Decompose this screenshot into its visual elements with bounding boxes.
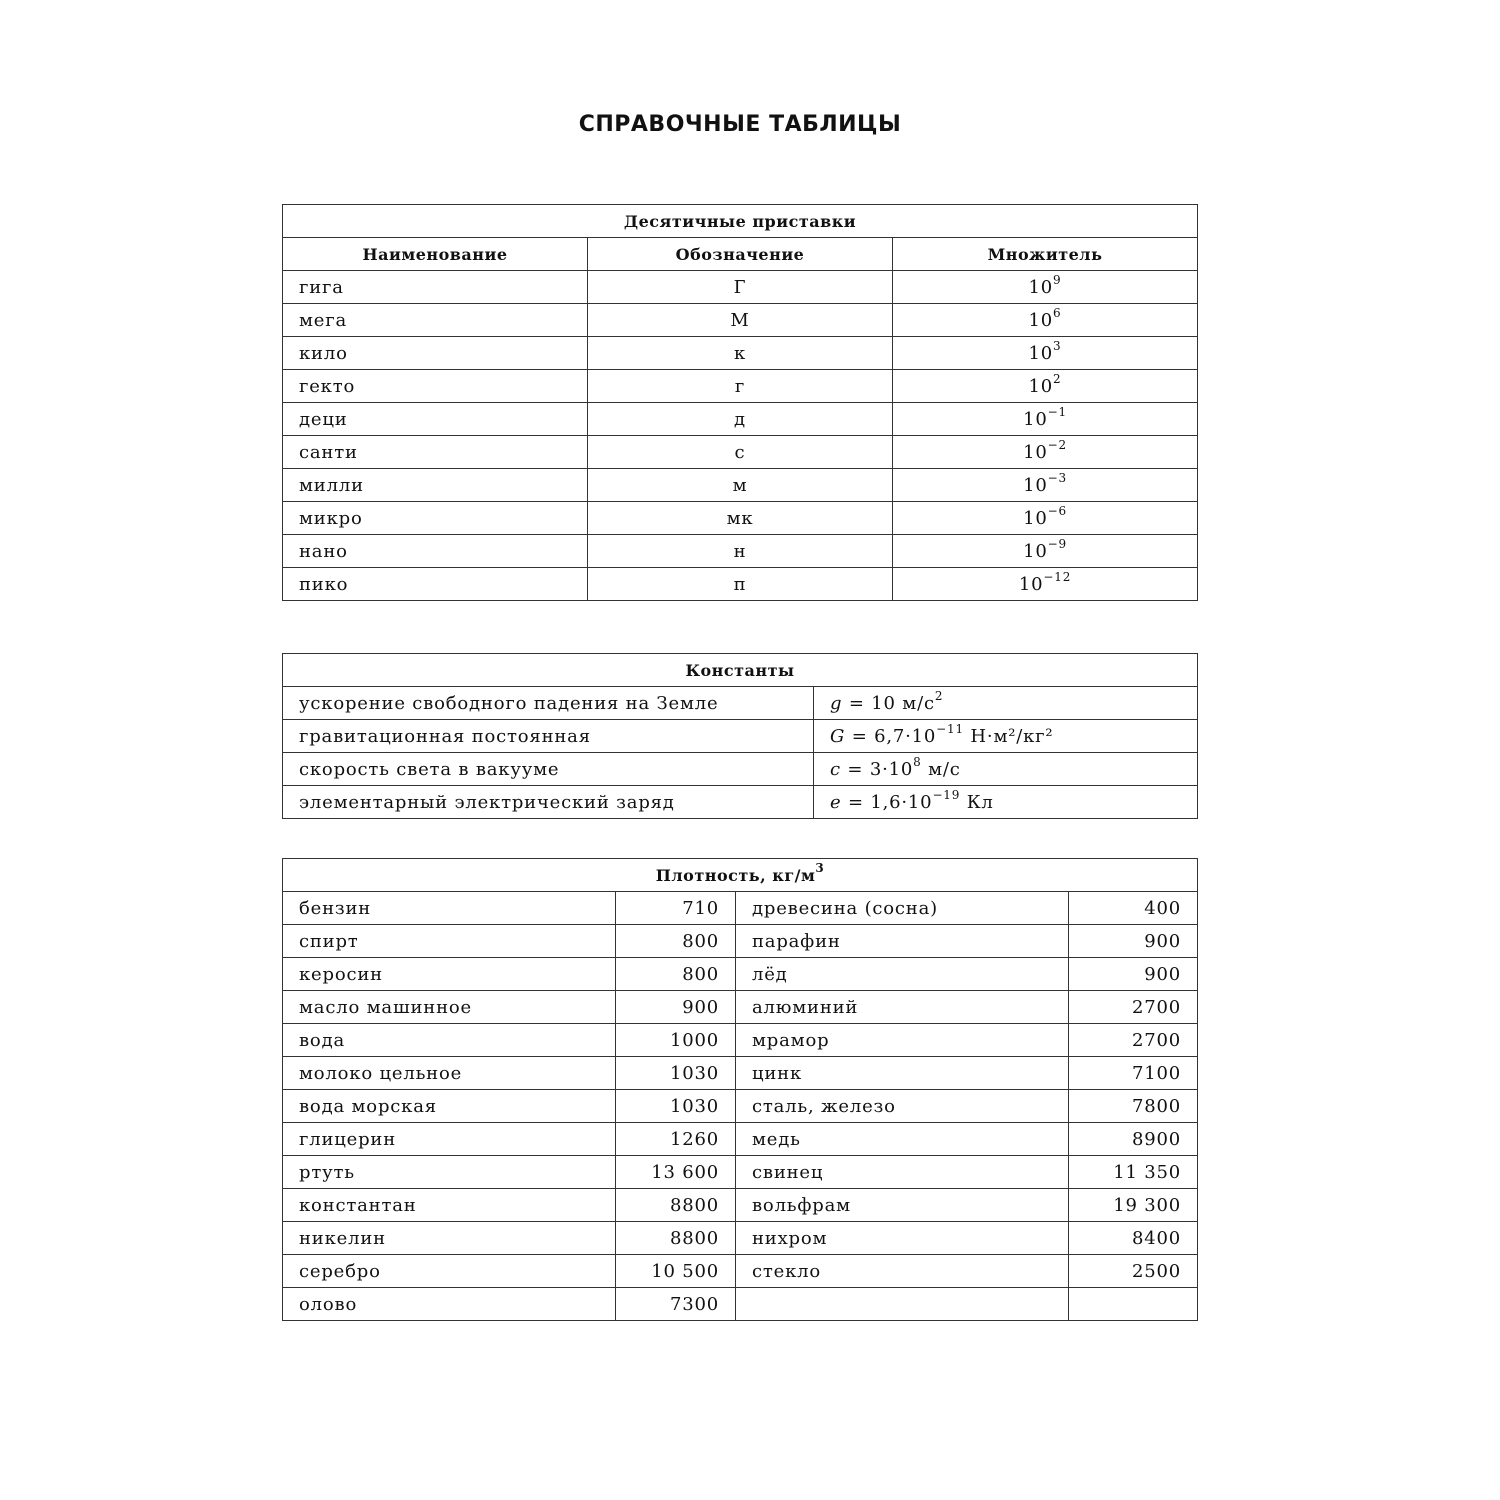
density-value: 2700: [1069, 1024, 1198, 1057]
table-row: [283, 687, 1198, 720]
substance-name: керосин: [283, 958, 616, 991]
table-row: [283, 1288, 1198, 1321]
density-value: [1069, 1288, 1198, 1321]
substance-name: стекло: [736, 1255, 1069, 1288]
multiplier-exponent: −9: [1047, 536, 1067, 551]
column-header: Наименование: [283, 238, 588, 271]
density-value: 7300: [616, 1288, 736, 1321]
density-value: 900: [616, 991, 736, 1024]
substance-name: вода морская: [283, 1090, 616, 1123]
prefix-multiplier: [893, 271, 1198, 304]
prefix-name: кило: [283, 337, 588, 370]
substance-name: масло машинное: [283, 991, 616, 1024]
density-value: 11 350: [1069, 1156, 1198, 1189]
substance-name: ртуть: [283, 1156, 616, 1189]
prefix-multiplier: [893, 436, 1198, 469]
decimal-prefixes-table: [282, 204, 1198, 601]
prefix-multiplier: [893, 568, 1198, 601]
substance-name: вода: [283, 1024, 616, 1057]
table-row: [283, 786, 1198, 819]
density-value: 800: [616, 925, 736, 958]
multiplier-base: 10: [1018, 573, 1044, 595]
table-row: [283, 1090, 1198, 1123]
multiplier-base: 10: [1023, 507, 1048, 529]
table-row: [283, 304, 1198, 337]
table-row: [283, 1255, 1198, 1288]
constant-symbol: c: [830, 758, 841, 780]
density-value: 1260: [616, 1123, 736, 1156]
substance-name: нихром: [736, 1222, 1069, 1255]
table-row: [283, 753, 1198, 786]
table-row: [283, 958, 1198, 991]
substance-name: константан: [283, 1189, 616, 1222]
table-row: [283, 370, 1198, 403]
multiplier-exponent: −2: [1047, 437, 1067, 452]
prefix-symbol: Г: [588, 271, 893, 304]
prefix-multiplier: [893, 304, 1198, 337]
multiplier-exponent: −6: [1047, 503, 1067, 518]
constant-name: гравитационная постоянная: [283, 720, 814, 753]
multiplier-base: 10: [1023, 441, 1048, 463]
prefix-name: санти: [283, 436, 588, 469]
density-value: 400: [1069, 892, 1198, 925]
constant-expression: = 1,6·10: [841, 791, 933, 813]
multiplier-base: 10: [1023, 408, 1048, 430]
table-title: Плотность, $кг/м^3$: [283, 859, 1198, 892]
table-row: [283, 436, 1198, 469]
prefix-symbol: г: [588, 370, 893, 403]
density-value: 19 300: [1069, 1189, 1198, 1222]
table-row: [283, 469, 1198, 502]
table-row: [283, 568, 1198, 601]
prefix-symbol: д: [588, 403, 893, 436]
prefix-name: милли: [283, 469, 588, 502]
constant-expression: = 6,7·10: [845, 725, 937, 747]
density-value: 1000: [616, 1024, 736, 1057]
constant-expression: = 10 м/с: [842, 692, 935, 714]
substance-name: мрамор: [736, 1024, 1069, 1057]
density-value: 1030: [616, 1090, 736, 1123]
constant-unit: Н·м²/кг²: [963, 725, 1054, 747]
multiplier-exponent: 6: [1053, 305, 1062, 320]
multiplier-exponent: 9: [1053, 272, 1062, 287]
column-header: Обозначение: [588, 238, 893, 271]
substance-name: парафин: [736, 925, 1069, 958]
density-value: 800: [616, 958, 736, 991]
constant-exponent: −19: [932, 787, 961, 802]
density-value: 8800: [616, 1189, 736, 1222]
substance-name: медь: [736, 1123, 1069, 1156]
table-row: [283, 720, 1198, 753]
prefix-symbol: к: [588, 337, 893, 370]
prefix-symbol: м: [588, 469, 893, 502]
prefix-name: микро: [283, 502, 588, 535]
substance-name: никелин: [283, 1222, 616, 1255]
table-title: Десятичные приставки: [283, 205, 1198, 238]
density-value: 7100: [1069, 1057, 1198, 1090]
constant-name: элементарный электрический заряд: [283, 786, 814, 819]
prefix-name: гекто: [283, 370, 588, 403]
multiplier-exponent: −12: [1043, 569, 1072, 584]
multiplier-base: 10: [1028, 309, 1054, 331]
substance-name: олово: [283, 1288, 616, 1321]
density-value: 8400: [1069, 1222, 1198, 1255]
prefix-symbol: с: [588, 436, 893, 469]
multiplier-base: 10: [1023, 474, 1048, 496]
constant-name: скорость света в вакууме: [283, 753, 814, 786]
density-value: 710: [616, 892, 736, 925]
substance-name: вольфрам: [736, 1189, 1069, 1222]
multiplier-exponent: −1: [1047, 404, 1067, 419]
multiplier-base: 10: [1028, 342, 1054, 364]
density-value: 900: [1069, 958, 1198, 991]
density-value: 900: [1069, 925, 1198, 958]
constant-value: [814, 786, 1198, 819]
constant-symbol: e: [830, 791, 842, 813]
prefix-symbol: н: [588, 535, 893, 568]
substance-name: спирт: [283, 925, 616, 958]
density-table: [282, 858, 1198, 1321]
prefix-name: пико: [283, 568, 588, 601]
density-value: 2700: [1069, 991, 1198, 1024]
prefix-symbol: М: [588, 304, 893, 337]
table-row: [283, 271, 1198, 304]
substance-name: сталь, железо: [736, 1090, 1069, 1123]
table-row: [283, 892, 1198, 925]
prefix-symbol: мк: [588, 502, 893, 535]
prefix-multiplier: [893, 469, 1198, 502]
table-row: [283, 337, 1198, 370]
table-row: [283, 1024, 1198, 1057]
density-value: 8800: [616, 1222, 736, 1255]
constant-exponent: 2: [934, 688, 944, 703]
table-row: [283, 1189, 1198, 1222]
prefix-symbol: п: [588, 568, 893, 601]
prefix-multiplier: [893, 535, 1198, 568]
density-value: 13 600: [616, 1156, 736, 1189]
substance-name: глицерин: [283, 1123, 616, 1156]
prefix-name: гига: [283, 271, 588, 304]
table-row: [283, 1222, 1198, 1255]
multiplier-base: 10: [1028, 276, 1054, 298]
table-row: [283, 403, 1198, 436]
constant-exponent: 8: [913, 754, 922, 769]
substance-name: лёд: [736, 958, 1069, 991]
substance-name: алюминий: [736, 991, 1069, 1024]
constant-value: [814, 720, 1198, 753]
table-row: [283, 925, 1198, 958]
density-value: 7800: [1069, 1090, 1198, 1123]
prefix-name: мега: [283, 304, 588, 337]
substance-name: древесина (сосна): [736, 892, 1069, 925]
density-value: 8900: [1069, 1123, 1198, 1156]
column-header: Множитель: [893, 238, 1198, 271]
multiplier-exponent: −3: [1047, 470, 1067, 485]
substance-name: свинец: [736, 1156, 1069, 1189]
constant-value: [814, 687, 1198, 720]
prefix-name: деци: [283, 403, 588, 436]
page-title: СПРАВОЧНЫЕ ТАБЛИЦЫ: [578, 112, 902, 137]
constant-name: ускорение свободного падения на Земле: [283, 687, 814, 720]
constant-expression: = 3·10: [840, 758, 914, 780]
substance-name: бензин: [283, 892, 616, 925]
prefix-multiplier: [893, 370, 1198, 403]
density-value: 2500: [1069, 1255, 1198, 1288]
prefix-multiplier: [893, 403, 1198, 436]
density-value: 10 500: [616, 1255, 736, 1288]
constant-unit: Кл: [960, 791, 994, 813]
density-value: 1030: [616, 1057, 736, 1090]
substance-name: молоко цельное: [283, 1057, 616, 1090]
table-row: [283, 535, 1198, 568]
table-title: Константы: [283, 654, 1198, 687]
constants-table: [282, 653, 1198, 819]
prefix-multiplier: [893, 502, 1198, 535]
prefix-name: нано: [283, 535, 588, 568]
substance-name: цинк: [736, 1057, 1069, 1090]
table-row: [283, 1156, 1198, 1189]
multiplier-exponent: 3: [1053, 338, 1062, 353]
constant-symbol: G: [830, 725, 846, 747]
substance-name: серебро: [283, 1255, 616, 1288]
multiplier-base: 10: [1028, 375, 1054, 397]
table-row: [283, 502, 1198, 535]
multiplier-base: 10: [1023, 540, 1048, 562]
substance-name: [736, 1288, 1069, 1321]
multiplier-exponent: 2: [1053, 371, 1062, 386]
table-row: [283, 991, 1198, 1024]
prefix-multiplier: [893, 337, 1198, 370]
table-row: [283, 1123, 1198, 1156]
constant-value: [814, 753, 1198, 786]
table-row: [283, 1057, 1198, 1090]
constant-unit: м/с: [921, 758, 961, 780]
constant-exponent: −11: [936, 721, 964, 736]
constant-symbol: g: [830, 692, 843, 714]
